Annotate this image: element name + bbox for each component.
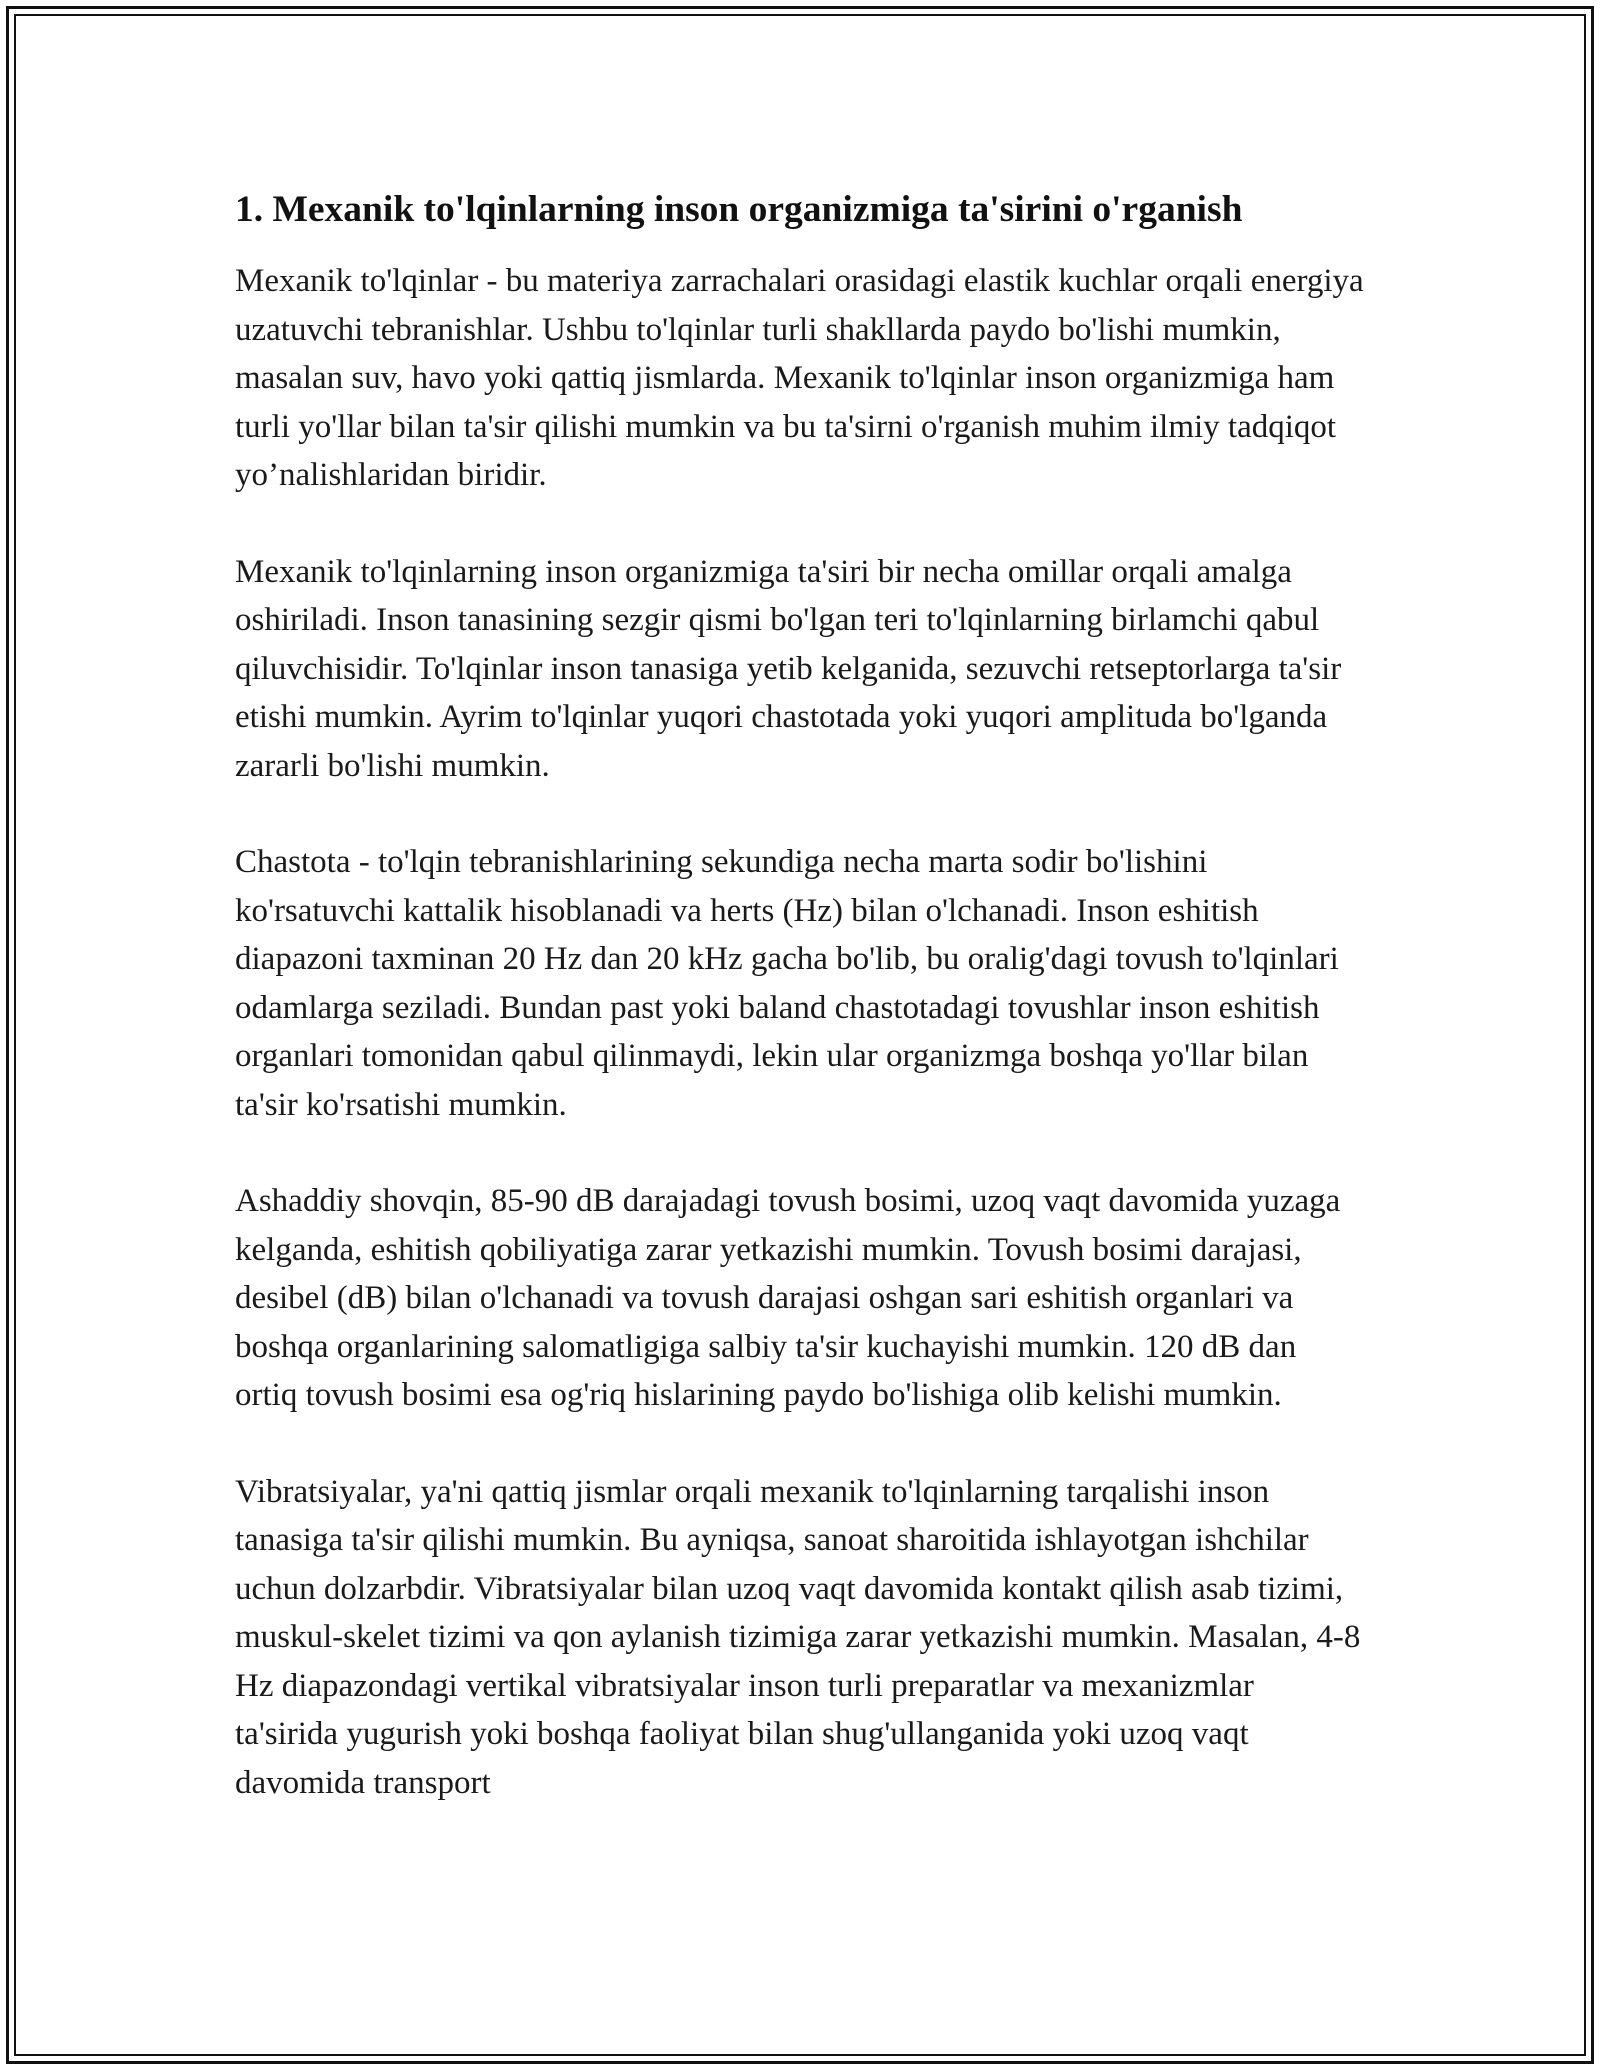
document-body — [235, 185, 1365, 1807]
paragraph-1: Mexanik to'lqinlar - bu materiya zarrachalari orasidagi elastik kuchlar orqali energiya uzatuvchi tebranishlar. Ushbu to'lqinlar turli shakllarda paydo bo'lishi mumkin, masalan suv, havo yoki qattiq jismlarda. Mexanik to'lqinlar inson organizmiga ham turli yo'llar bilan ta'sir qilishi mumkin va bu ta'sirni o'rganish muhim ilmiy tadqiqot yo’nalishlaridan biridir. — [235, 263, 1364, 493]
paragraph-4: Ashaddiy shovqin, 85-90 dB darajadagi tovush bosimi, uzoq vaqt davomida yuzaga kelganda, eshitish qobiliyatiga zarar yetkazishi mumkin. Tovush bosimi darajasi, desibel (dB) bilan o'lchanadi va tovush darajasi oshgan sari eshitish organlari va boshqa organlarining salomatligiga salbiy ta'sir kuchayishi mumkin. 120 dB dan ortiq tovush bosimi esa og'riq hislarining paydo bo'lishiga olib kelishi mumkin. — [235, 1183, 1341, 1413]
paragraph-2: Mexanik to'lqinlarning inson organizmiga ta'siri bir necha omillar orqali amalga oshiriladi. Inson tanasining sezgir qismi bo'lgan teri to'lqinlarning birlamchi qabul qiluvchisidir. To'lqinlar inson tanasiga yetib kelganida, sezuvchi retseptorlarga ta'sir etishi mumkin. Ayrim to'lqinlar yuqori chastotada yoki yuqori amplituda bo'lganda zararli bo'lishi mumkin. — [235, 553, 1342, 784]
page-title: 1. Mexanik to'lqinlarning inson organizmiga ta'sirini o'rganish — [235, 189, 1243, 230]
paragraph-5: Vibratsiyalar, ya'ni qattiq jismlar orqali mexanik to'lqinlarning tarqalishi inson tanasiga ta'sir qilishi mumkin. Bu ayniqsa, sanoat sharoitida ishlayotgan ishchilar uchun dolzarbdir. Vibratsiyalar bilan uzoq vaqt davomida kontakt qilish asab tizimi, muskul-skelet tizimi va qon aylanish tizimiga zarar yetkazishi mumkin. Masalan, 4-8 Hz diapazondagi vertikal vibratsiyalar inson turli preparatlar va mexanizmlar ta'sirida yugurish yoki boshqa faoliyat bilan shug'ullanganida yoki uzoq vaqt davomida transport — [235, 1473, 1361, 1801]
paragraph-3: Chastota - to'lqin tebranishlarining sekundiga necha marta sodir bo'lishini ko'rsatuvchi kattalik hisoblanadi va herts (Hz) bilan o'lchanadi. Inson eshitish diapazoni taxminan 20 Hz dan 20 kHz gacha bo'lib, bu oralig'dagi tovush to'lqinlari odamlarga seziladi. Bundan past yoki baland chastotadagi tovushlar inson eshitish organlari tomonidan qabul qilinmaydi, lekin ular organizmga boshqa yo'llar bilan ta'sir ko'rsatishi mumkin. — [235, 844, 1339, 1123]
